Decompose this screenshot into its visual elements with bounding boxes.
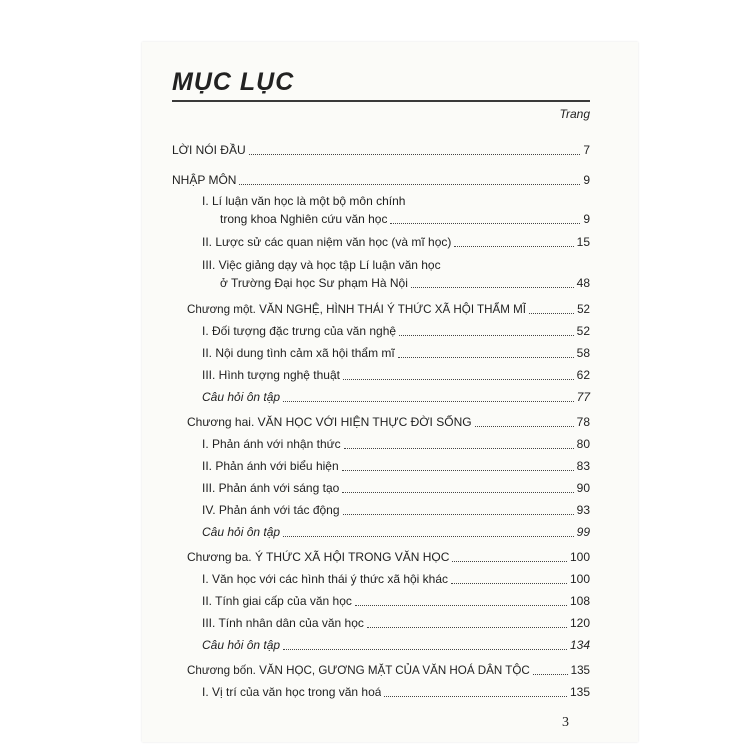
toc-entry: I. Đối tượng đặc trưng của văn nghệ 52 bbox=[202, 324, 590, 338]
toc-chapter-4: Chương bốn. VĂN HỌC, GƯƠNG MẶT CỦA VĂN HOÁ DÂN TỘC 135 bbox=[187, 664, 590, 677]
toc-entry-line: I. Lí luận văn học là một bộ môn chính bbox=[202, 194, 406, 208]
toc-chapter-1: Chương một. VĂN NGHỆ, HÌNH THÁI Ý THỨC XÃ HỘI THẨM MĨ 52 bbox=[187, 303, 590, 316]
toc-entry: II. Nội dung tình cảm xã hội thẩm mĩ 58 bbox=[202, 346, 590, 360]
page-title: MỤC LỤC bbox=[172, 68, 295, 96]
toc-entry-continuation: ở Trường Đại học Sư phạm Hà Nội 48 bbox=[220, 276, 590, 290]
toc-entry: I. Văn học với các hình thái ý thức xã hội khác 100 bbox=[202, 572, 590, 586]
toc-entry-continuation: trong khoa Nghiên cứu văn học 9 bbox=[220, 212, 590, 226]
toc-entry: III. Phản ánh với sáng tạo 90 bbox=[202, 481, 590, 495]
toc-chapter-3: Chương ba. Ý THỨC XÃ HỘI TRONG VĂN HỌC 100 bbox=[187, 550, 590, 564]
toc-entry: II. Tính giai cấp của văn học 108 bbox=[202, 594, 590, 608]
page-column-label: Trang bbox=[559, 107, 590, 121]
toc-entry: I. Vị trí của văn học trong văn hoá 135 bbox=[202, 685, 590, 699]
toc-entry: II. Phản ánh với biểu hiện 83 bbox=[202, 459, 590, 473]
toc-entry: I. Phản ánh với nhận thức 80 bbox=[202, 437, 590, 451]
toc-entry: III. Tính nhân dân của văn học 120 bbox=[202, 616, 590, 630]
toc-entry-nhap-mon: NHẬP MÔN 9 bbox=[172, 173, 590, 187]
toc-review-questions: Câu hỏi ôn tập 134 bbox=[202, 638, 590, 652]
toc-entry-line: III. Việc giảng dạy và học tập Lí luận văn học bbox=[202, 258, 441, 272]
toc-review-questions: Câu hỏi ôn tập 77 bbox=[202, 390, 590, 404]
toc-review-questions: Câu hỏi ôn tập 99 bbox=[202, 525, 590, 539]
title-rule bbox=[172, 100, 590, 102]
toc-entry-loi-noi-dau: LỜI NÓI ĐẦU 7 bbox=[172, 143, 590, 157]
toc-entry: IV. Phản ánh với tác động 93 bbox=[202, 503, 590, 517]
toc-entry: II. Lược sử các quan niệm văn học (và mĩ học) 15 bbox=[202, 235, 590, 249]
toc-entry: III. Hình tượng nghệ thuật 62 bbox=[202, 368, 590, 382]
page-number: 3 bbox=[562, 715, 569, 730]
toc-chapter-2: Chương hai. VĂN HỌC VỚI HIỆN THỰC ĐỜI SỐNG 78 bbox=[187, 415, 590, 429]
